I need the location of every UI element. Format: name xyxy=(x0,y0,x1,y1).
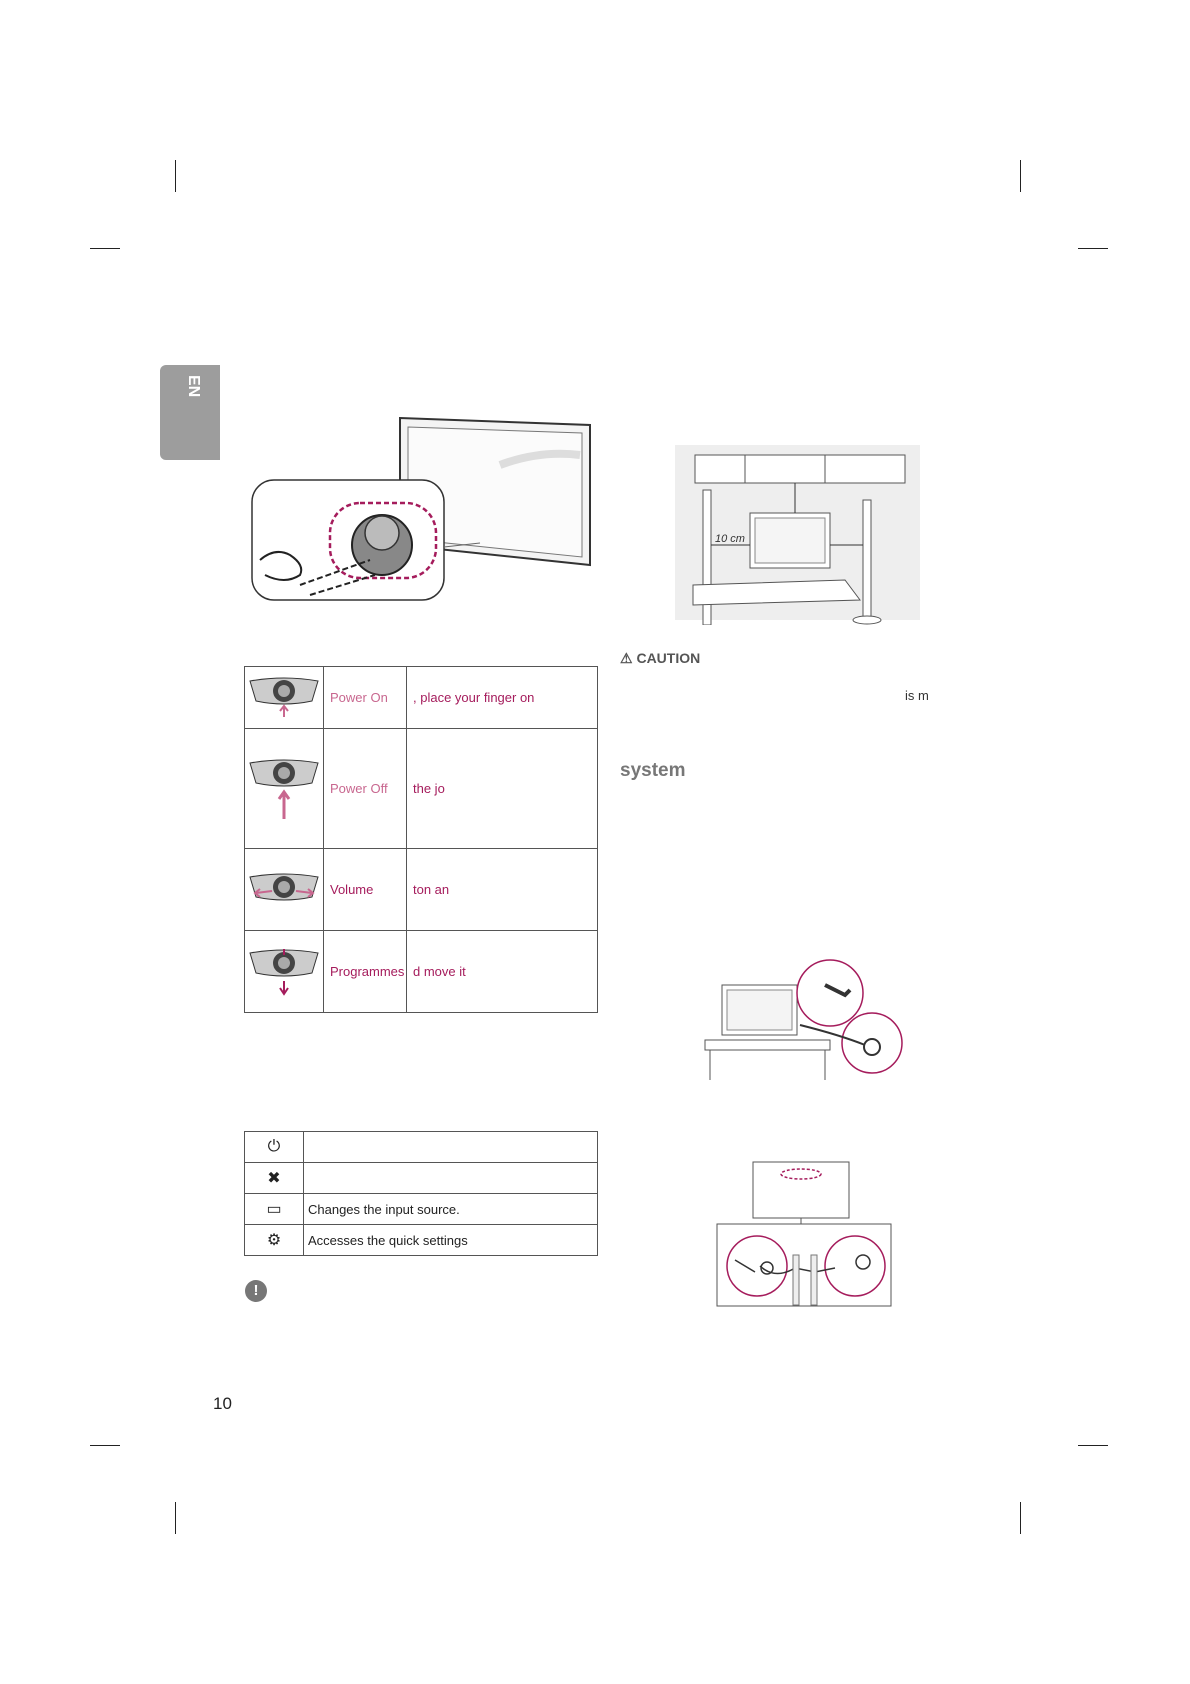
menu-text xyxy=(304,1163,598,1194)
crop-mark xyxy=(90,1445,120,1446)
installation-spacing-diagram xyxy=(665,445,925,625)
gear-icon: ⚙ xyxy=(245,1225,304,1256)
joystick-up-long-image xyxy=(245,729,324,849)
menu-text xyxy=(304,1132,598,1163)
power-icon: ⏻ xyxy=(245,1132,304,1163)
crop-mark xyxy=(175,1502,176,1534)
crop-mark xyxy=(1078,1445,1108,1446)
caution-heading xyxy=(620,650,700,667)
joystick-left-right-image xyxy=(245,849,324,931)
language-tab-label: EN xyxy=(185,375,202,398)
table-row xyxy=(245,849,598,931)
close-icon: ✖ xyxy=(245,1163,304,1194)
table-row xyxy=(245,1163,598,1194)
function-volume: Volume xyxy=(324,849,407,931)
table-row xyxy=(245,729,598,849)
joystick-up-image xyxy=(245,667,324,729)
page-number: 10 xyxy=(213,1394,232,1413)
function-programmes: Programmes xyxy=(324,931,407,1013)
warning-icon: ⚠ xyxy=(620,650,633,666)
function-power-on: Power On xyxy=(324,667,407,729)
table-row xyxy=(245,667,598,729)
table-row xyxy=(245,1225,598,1256)
menu-text: Accesses the quick settings xyxy=(304,1225,598,1256)
table-row xyxy=(245,931,598,1013)
tv-joystick-illustration xyxy=(250,415,595,605)
table-row xyxy=(245,1194,598,1225)
crop-mark xyxy=(175,160,176,192)
description-volume: ton an xyxy=(407,849,598,931)
menu-text: Changes the input source. xyxy=(304,1194,598,1225)
controls-table xyxy=(244,666,598,1013)
joystick-up-down-image xyxy=(245,931,324,1013)
input-icon: ▭ xyxy=(245,1194,304,1225)
section-heading: system xyxy=(620,760,686,781)
security-lock-diagram xyxy=(700,955,910,1085)
wall-bracket-diagram xyxy=(715,1160,895,1310)
description-power-off: the jo xyxy=(407,729,598,849)
crop-mark xyxy=(90,248,120,249)
description-programmes: d move it xyxy=(407,931,598,1013)
crop-mark xyxy=(1020,1502,1021,1534)
menu-table xyxy=(244,1131,598,1256)
crop-mark xyxy=(1078,248,1108,249)
spacing-label: 10 cm xyxy=(715,533,745,545)
description-power-on: , place your finger on xyxy=(407,667,598,729)
function-power-off: Power Off xyxy=(324,729,407,849)
caution-text: is m xyxy=(905,688,929,703)
language-tab xyxy=(160,365,220,460)
note-icon: ! xyxy=(245,1280,267,1302)
crop-mark xyxy=(1020,160,1021,192)
table-row xyxy=(245,1132,598,1163)
caution-label: CAUTION xyxy=(636,650,701,666)
